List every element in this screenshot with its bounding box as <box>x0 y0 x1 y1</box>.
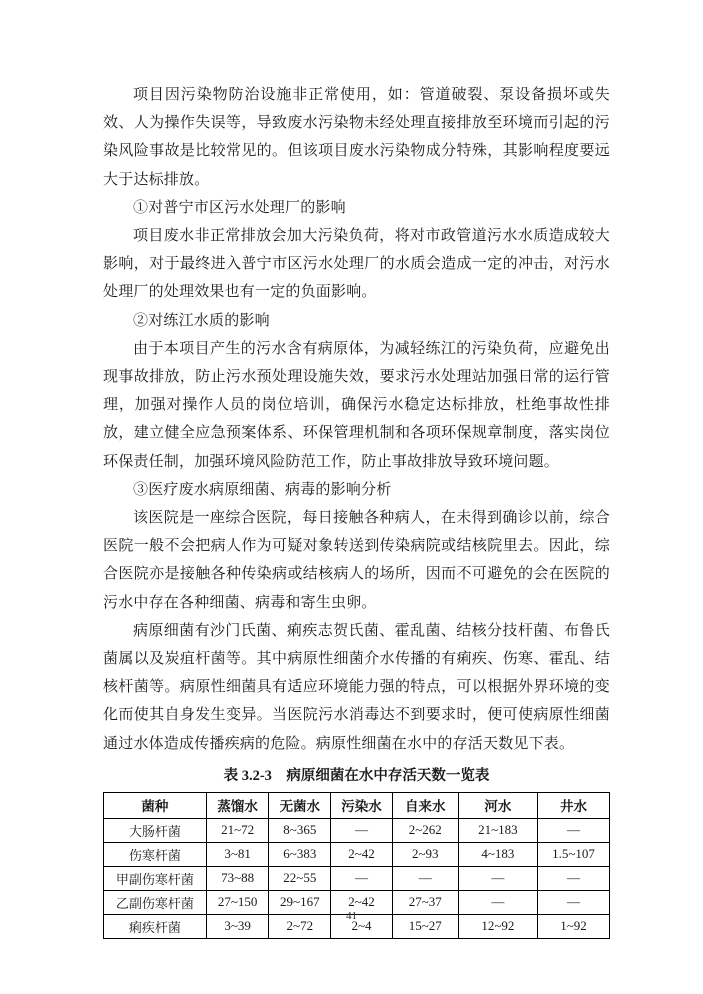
table-row <box>104 818 610 842</box>
table-cell: 29~167 <box>269 890 331 914</box>
table-cell: 2~93 <box>392 842 458 866</box>
table-row-label: 乙副伤寒杆菌 <box>104 890 207 914</box>
table-cell: 1.5~107 <box>538 842 610 866</box>
table-cell: — <box>392 866 458 890</box>
table-header-cell: 菌种 <box>104 792 207 818</box>
table-cell: 6~383 <box>269 842 331 866</box>
table-cell: — <box>458 866 537 890</box>
body-paragraph: 项目废水非正常排放会加大污染负荷，将对市政管道污水水质造成较大影响，对于最终进入普宁市区污水处理厂的水质会造成一定的冲击，对污水处理厂的处理效果也有一定的负面影响。 <box>103 228 610 301</box>
subheading-medical-wastewater-pathogens: ③医疗废水病原细菌、病毒的影响分析 <box>133 481 392 498</box>
table-cell: 4~183 <box>458 842 537 866</box>
body-text-block <box>103 81 610 758</box>
table-cell: 27~37 <box>392 890 458 914</box>
table-header-cell: 污染水 <box>331 792 393 818</box>
table-row-label: 伤寒杆菌 <box>104 842 207 866</box>
table-cell: 73~88 <box>206 866 269 890</box>
table-cell: 22~55 <box>269 866 331 890</box>
table-cell: 12~92 <box>458 914 537 938</box>
table-title: 表 3.2-3 病原细菌在水中存活天数一览表 <box>223 767 490 784</box>
body-paragraph: 该医院是一座综合医院，每日接触各种病人，在未得到确诊以前，综合医院一般不会把病人作为可疑对象转送到传染病院或结核院里去。因此，综合医院亦是接触各种传染病或结核病人的场所，因而不可避免的会在医院的污水中存在各种细菌、病毒和寄生虫卵。 <box>103 510 610 611</box>
table-header-cell: 自来水 <box>392 792 458 818</box>
body-paragraph: 项目因污染物防治设施非正常使用，如：管道破裂、泵设备损坏或失效、人为操作失误等，导致废水污染物未经处理直接排放至环境而引起的污染风险事故是比较常见的。但该项目废水污染物成分特殊，其影响程度要远大于达标排放。 <box>103 87 610 188</box>
table-cell: 21~72 <box>206 818 269 842</box>
table-header-cell: 河水 <box>458 792 537 818</box>
table-cell: 27~150 <box>206 890 269 914</box>
table-cell: — <box>331 866 393 890</box>
table-cell: 15~27 <box>392 914 458 938</box>
table-cell: — <box>538 866 610 890</box>
table-cell: — <box>538 818 610 842</box>
subheading-impact-sewage-plant: ①对普宁市区污水处理厂的影响 <box>133 199 346 216</box>
table-header-row <box>104 792 610 818</box>
page-number: 41 <box>346 910 357 922</box>
table-cell: — <box>538 890 610 914</box>
table-row-label: 甲副伤寒杆菌 <box>104 866 207 890</box>
table-cell: 2~72 <box>269 914 331 938</box>
table-header-cell: 无菌水 <box>269 792 331 818</box>
table-cell: 8~365 <box>269 818 331 842</box>
table-cell: 2~42 <box>331 890 393 914</box>
body-paragraph: 病原细菌有沙门氏菌、痢疾志贺氏菌、霍乱菌、结核分技杆菌、布鲁氏菌属以及炭疽杆菌等。其中病原性细菌介水传播的有痢疾、伤寒、霍乱、结核杆菌等。病原性细菌具有适应环境能力强的特点，可以根据外界环境的变化而使其自身发生变异。当医院污水消毒达不到要求时，便可使病原性细菌通过水体造成传播疾病的危险。病原性细菌在水中的存活天数见下表。 <box>103 622 610 752</box>
table-header-cell: 井水 <box>538 792 610 818</box>
table-row <box>104 866 610 890</box>
table-row <box>104 842 610 866</box>
table-row-label: 痢疾杆菌 <box>104 914 207 938</box>
table-cell: 2~4 <box>331 914 393 938</box>
table-cell: 3~81 <box>206 842 269 866</box>
table-cell: 1~92 <box>538 914 610 938</box>
page-content <box>103 81 610 939</box>
table-cell: 2~262 <box>392 818 458 842</box>
body-paragraph: 由于本项目产生的污水含有病原体，为减轻练江的污染负荷，应避免出现事故排放，防止污水预处理设施失效，要求污水处理站加强日常的运行管理，加强对操作人员的岗位培训，确保污水稳定达标排放，杜绝事故性排放，建立健全应急预案体系、环保管理机制和各项环保规章制度，落实岗位环保责任制，加强环境风险防范工作，防止事故排放导致环境问题。 <box>103 340 610 470</box>
table-header-cell: 蒸馏水 <box>206 792 269 818</box>
table-row-label: 大肠杆菌 <box>104 818 207 842</box>
subheading-impact-lianjiang-river: ②对练江水质的影响 <box>133 312 270 329</box>
table-cell: 3~39 <box>206 914 269 938</box>
table-cell: — <box>458 890 537 914</box>
table-cell: 21~183 <box>458 818 537 842</box>
table-cell: 2~42 <box>331 842 393 866</box>
table-cell: — <box>331 818 393 842</box>
